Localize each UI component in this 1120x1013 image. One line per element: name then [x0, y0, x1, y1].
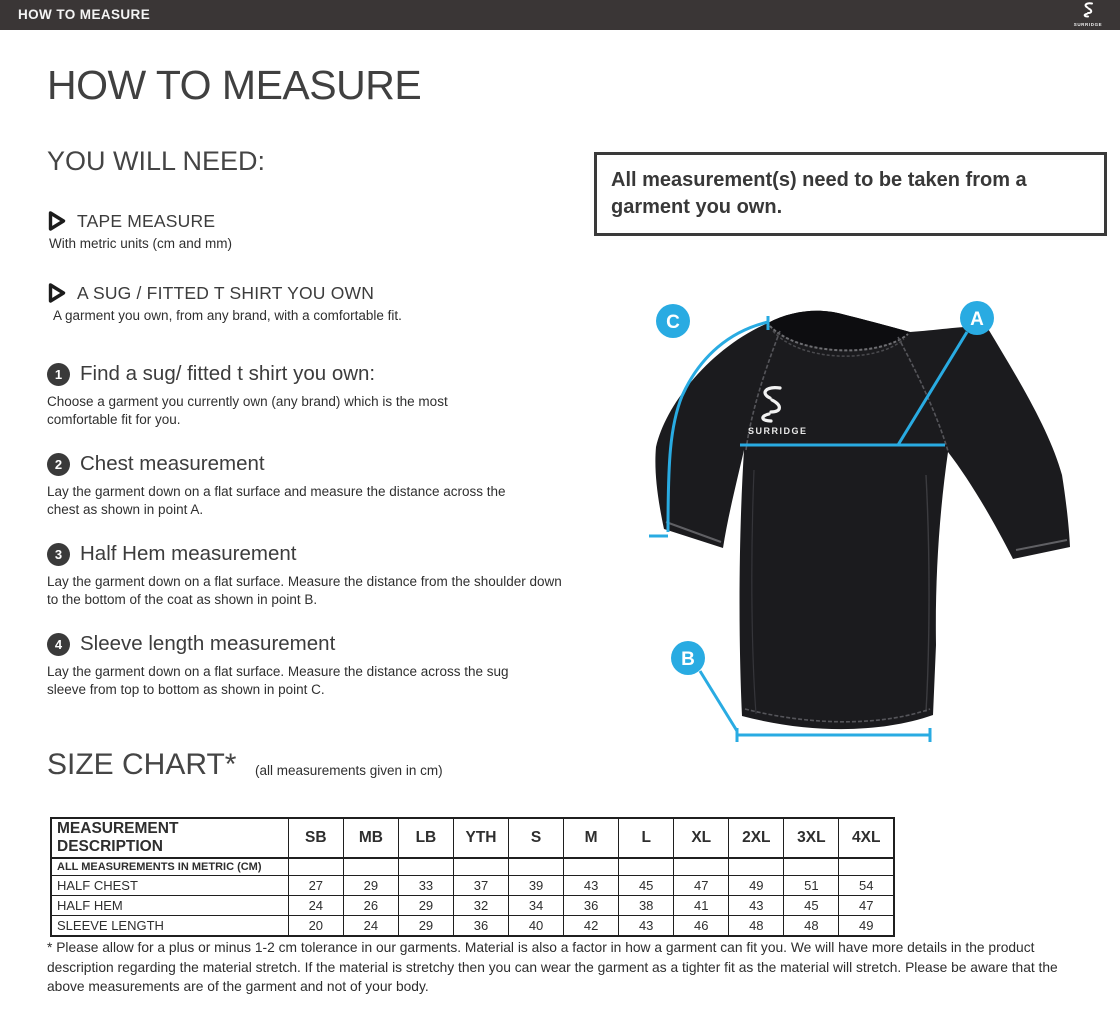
- size-row-label: HALF CHEST: [51, 876, 288, 896]
- size-value-cell: 29: [398, 896, 453, 916]
- surridge-logo: [1068, 1, 1108, 29]
- svg-text:B: B: [681, 649, 695, 670]
- marker-b: [671, 641, 705, 675]
- size-chart-body: [51, 858, 894, 936]
- size-column-header: SB: [288, 818, 343, 858]
- size-value-cell: 47: [839, 896, 894, 916]
- measurement-diagram: [630, 300, 1120, 770]
- shirt-illustration: [630, 300, 1120, 770]
- size-value-cell: 48: [784, 916, 839, 937]
- step-1: [47, 362, 607, 428]
- size-value-cell: 36: [453, 916, 508, 937]
- size-column-header: 4XL: [839, 818, 894, 858]
- footnote-text: * Please allow for a plus or minus 1-2 cm tolerance in our garments. Material is also a factor in how a garment can fit you. We will have more details in the product description regarding the material stretch. If the material is stretchy then you can wear the garment as a tighter fit as the material will stretch. Please be aware that the above measurements are of the garment and not of your body.: [47, 940, 1058, 994]
- size-value-cell: 45: [619, 876, 674, 896]
- marker-c: [656, 304, 690, 338]
- need-item-description: A garment you own, from any brand, with a comfortable fit.: [53, 308, 402, 323]
- size-value-cell: 27: [288, 876, 343, 896]
- size-value-cell: 29: [398, 916, 453, 937]
- size-column-header: MB: [343, 818, 398, 858]
- size-value-cell: 45: [784, 896, 839, 916]
- you-will-need-heading: YOU WILL NEED:: [47, 146, 266, 176]
- size-value-cell: [398, 858, 453, 876]
- step-description: Lay the garment down on a flat surface and measure the distance across the chest as shown in point A.: [47, 484, 506, 517]
- step-heading: Half Hem measurement: [80, 542, 297, 565]
- size-column-header: XL: [674, 818, 729, 858]
- top-bar: [0, 0, 1120, 30]
- size-value-cell: 40: [509, 916, 564, 937]
- step-number-badge: 1: [47, 363, 70, 386]
- size-value-cell: 43: [729, 896, 784, 916]
- step-description: Choose a garment you currently own (any brand) which is the most comfortable fit for you.: [47, 394, 448, 427]
- size-value-cell: 33: [398, 876, 453, 896]
- size-chart-note: (all measurements given in cm): [255, 763, 443, 778]
- size-column-header: MEASUREMENT DESCRIPTION: [51, 818, 288, 858]
- step-description: Lay the garment down on a flat surface. Measure the distance across the sug sleeve from top to bottom as shown in point C.: [47, 664, 509, 697]
- size-value-cell: [674, 858, 729, 876]
- step-number-badge: 4: [47, 633, 70, 656]
- size-value-cell: [453, 858, 508, 876]
- size-chart-row: [51, 858, 894, 876]
- size-value-cell: [343, 858, 398, 876]
- size-chart-row: [51, 876, 894, 896]
- size-value-cell: 42: [564, 916, 619, 937]
- triangle-bullet-icon: [47, 210, 67, 232]
- size-value-cell: 51: [784, 876, 839, 896]
- size-column-header: S: [509, 818, 564, 858]
- size-column-header: 2XL: [729, 818, 784, 858]
- size-value-cell: [619, 858, 674, 876]
- size-row-label: SLEEVE LENGTH: [51, 916, 288, 937]
- svg-text:C: C: [666, 312, 680, 333]
- step-3: [47, 542, 607, 608]
- step-4: [47, 632, 607, 698]
- step-number-badge: 2: [47, 453, 70, 476]
- size-row-label: ALL MEASUREMENTS IN METRIC (CM): [51, 858, 288, 876]
- size-value-cell: 48: [729, 916, 784, 937]
- size-value-cell: 43: [619, 916, 674, 937]
- size-value-cell: 46: [674, 916, 729, 937]
- size-column-header: YTH: [453, 818, 508, 858]
- size-value-cell: 37: [453, 876, 508, 896]
- size-chart-row: [51, 896, 894, 916]
- size-value-cell: 24: [288, 896, 343, 916]
- size-value-cell: [784, 858, 839, 876]
- top-bar-title: HOW TO MEASURE: [18, 7, 151, 22]
- marker-a: [960, 301, 994, 335]
- need-item-description: With metric units (cm and mm): [49, 236, 233, 251]
- step-heading: Chest measurement: [80, 452, 265, 475]
- size-value-cell: 49: [839, 916, 894, 937]
- size-value-cell: [509, 858, 564, 876]
- size-value-cell: 41: [674, 896, 729, 916]
- need-item-label: A SUG / FITTED T SHIRT YOU OWN: [77, 282, 375, 303]
- size-column-header: 3XL: [784, 818, 839, 858]
- size-value-cell: 49: [729, 876, 784, 896]
- step-number-badge: 3: [47, 543, 70, 566]
- step-2: [47, 452, 607, 518]
- size-chart-table: [50, 817, 895, 937]
- size-row-label: HALF HEM: [51, 896, 288, 916]
- surridge-s-icon: [1079, 1, 1097, 19]
- size-value-cell: 34: [509, 896, 564, 916]
- size-value-cell: [288, 858, 343, 876]
- need-item-label: TAPE MEASURE: [77, 210, 216, 231]
- svg-text:A: A: [970, 309, 984, 330]
- size-value-cell: 29: [343, 876, 398, 896]
- step-description: Lay the garment down on a flat surface. Measure the distance from the shoulder down to the bottom of the coat as shown in point B.: [47, 574, 562, 607]
- size-value-cell: 24: [343, 916, 398, 937]
- shirt-body: [655, 311, 1070, 729]
- step-heading: Sleeve length measurement: [80, 632, 336, 655]
- surridge-logo-word: SURRIDGE: [1073, 22, 1103, 27]
- size-chart-heading: SIZE CHART*: [47, 748, 237, 781]
- size-value-cell: 20: [288, 916, 343, 937]
- svg-text:SURRIDGE: SURRIDGE: [748, 426, 808, 436]
- size-value-cell: 36: [564, 896, 619, 916]
- size-value-cell: 38: [619, 896, 674, 916]
- size-column-header: L: [619, 818, 674, 858]
- size-value-cell: [564, 858, 619, 876]
- need-item-tape-measure: [47, 210, 607, 251]
- size-value-cell: [839, 858, 894, 876]
- size-chart-header: [51, 818, 894, 858]
- size-chart-row: [51, 916, 894, 937]
- triangle-bullet-icon: [47, 282, 67, 304]
- size-value-cell: 26: [343, 896, 398, 916]
- size-column-header: M: [564, 818, 619, 858]
- page-title: HOW TO MEASURE: [47, 62, 422, 108]
- callout-box: [594, 152, 1107, 236]
- size-value-cell: 32: [453, 896, 508, 916]
- callout-text: All measurement(s) need to be taken from a garment you own.: [611, 169, 1027, 218]
- size-value-cell: [729, 858, 784, 876]
- size-column-header: LB: [398, 818, 453, 858]
- size-value-cell: 39: [509, 876, 564, 896]
- step-heading: Find a sug/ fitted t shirt you own:: [80, 362, 376, 385]
- size-value-cell: 54: [839, 876, 894, 896]
- size-value-cell: 43: [564, 876, 619, 896]
- size-value-cell: 47: [674, 876, 729, 896]
- need-item-fitted-shirt: [47, 282, 607, 323]
